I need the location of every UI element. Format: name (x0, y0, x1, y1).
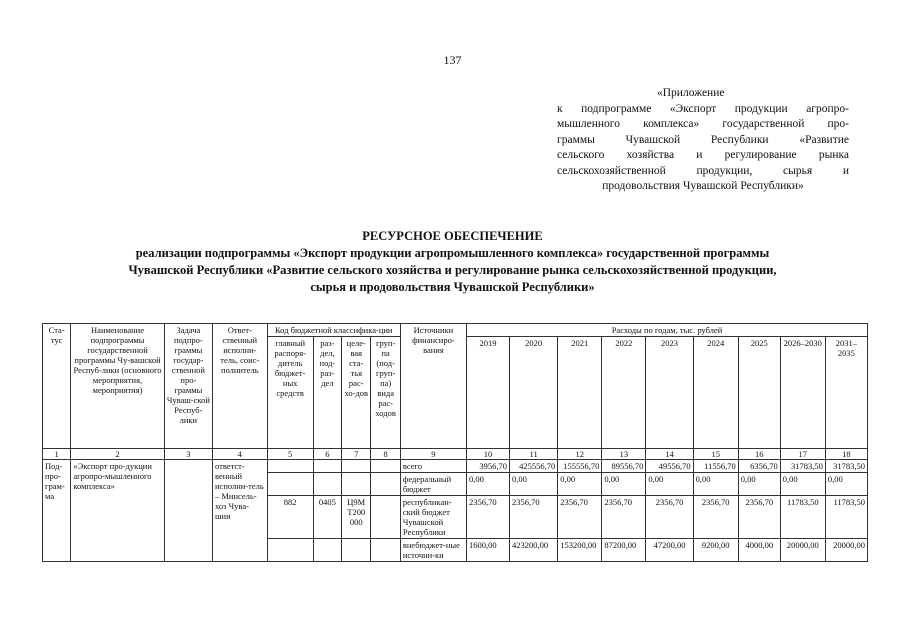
value-cell: 2356,70 (558, 496, 602, 539)
page-number: 137 (443, 53, 462, 67)
header-code-article: целе-вая ста-тья рас-хо-дов (342, 337, 371, 449)
resource-table (42, 323, 868, 562)
column-number: 8 (371, 449, 400, 460)
header-year: 2020 (510, 337, 558, 449)
header-year: 2023 (646, 337, 693, 449)
row-code-group (371, 473, 400, 496)
header-year: 2021 (558, 337, 602, 449)
column-number: 5 (267, 449, 313, 460)
value-cell: 0,00 (602, 473, 646, 496)
header-status: Ста-тус (43, 324, 71, 449)
value-cell: 2356,70 (510, 496, 558, 539)
header-year: 2026–2030 (780, 337, 825, 449)
row-code-main (267, 460, 313, 473)
row-code-main: 882 (267, 496, 313, 539)
value-cell: 0,00 (693, 473, 738, 496)
header-year: 2019 (466, 337, 509, 449)
header-year: 2024 (693, 337, 738, 449)
column-number: 17 (780, 449, 825, 460)
column-number: 2 (71, 449, 164, 460)
appendix-line: к подпрограмме «Экспорт продукции агропро- (557, 102, 849, 115)
value-cell: 47200,00 (646, 539, 693, 562)
row-code-main (267, 473, 313, 496)
value-cell: 0,00 (825, 473, 867, 496)
row-code-section (313, 473, 341, 496)
value-cell: 89556,70 (602, 460, 646, 473)
row-code-main (267, 539, 313, 562)
column-number: 14 (646, 449, 693, 460)
row-code-group (371, 539, 400, 562)
appendix-line: сельскохозяйственной продукции, сырья и (557, 164, 849, 177)
value-cell: 6356,70 (738, 460, 780, 473)
header-code-group: груп-па (под-груп-па) вида рас-ходов (371, 337, 400, 449)
appendix-line: «Приложение (657, 87, 725, 99)
column-number: 9 (400, 449, 466, 460)
appendix-line: сельского хозяйства и регулирование рынка (557, 149, 849, 161)
row-code-group (371, 496, 400, 539)
value-cell: 0,00 (738, 473, 780, 496)
header-code-section: раз-дел, под-раз-дел (313, 337, 341, 449)
column-number: 13 (602, 449, 646, 460)
value-cell: 0,00 (646, 473, 693, 496)
value-cell: 11556,70 (693, 460, 738, 473)
value-cell: 423200,00 (510, 539, 558, 562)
row-code-article (342, 460, 371, 473)
value-cell: 87200,00 (602, 539, 646, 562)
header-year: 2022 (602, 337, 646, 449)
header-year: 2031–2035 (825, 337, 867, 449)
row-executor: ответст-венный исполни-тель – Минсель-хоз Чува-шии (213, 460, 268, 562)
value-cell: 2356,70 (646, 496, 693, 539)
header-name: Наименование подпрограммы государственной программы Чу-вашской Респуб-лики (основного мероприятия, мероприятия) (71, 324, 164, 449)
column-number: 16 (738, 449, 780, 460)
header-executor: Ответ-ственный исполни-тель, соис-полнитель (213, 324, 268, 449)
column-number: 18 (825, 449, 867, 460)
value-cell: 11783,50 (825, 496, 867, 539)
value-cell: 31783,50 (780, 460, 825, 473)
row-code-article (342, 539, 371, 562)
header-code-main: главный распоря-дитель бюджет-ных средств (267, 337, 313, 449)
appendix-line: граммы Чувашской Республики «Развитие (557, 133, 849, 146)
value-cell: 2356,70 (693, 496, 738, 539)
value-cell: 11783,50 (780, 496, 825, 539)
appendix-line: мышленного комплекса» государственной про- (557, 118, 849, 130)
header-expenses: Расходы по годам, тыс. рублей (466, 324, 867, 337)
value-cell: 2356,70 (738, 496, 780, 539)
value-cell: 2356,70 (466, 496, 509, 539)
column-number: 3 (164, 449, 212, 460)
source-name: внебюджет-ные источни-ки (400, 539, 466, 562)
value-cell: 9200,00 (693, 539, 738, 562)
value-cell: 0,00 (558, 473, 602, 496)
value-cell: 31783,50 (825, 460, 867, 473)
row-code-article (342, 473, 371, 496)
column-number: 15 (693, 449, 738, 460)
source-name: республикан-ский бюджет Чувашской Республики (400, 496, 466, 539)
row-task (164, 460, 212, 562)
column-number: 11 (510, 449, 558, 460)
column-number: 6 (313, 449, 341, 460)
row-code-section (313, 460, 341, 473)
column-number: 7 (342, 449, 371, 460)
appendix-line: продовольствия Чувашской Республики» (602, 180, 804, 192)
value-cell: 49556,70 (646, 460, 693, 473)
row-code-section: 0405 (313, 496, 341, 539)
row-code-section (313, 539, 341, 562)
title-line: сырья и продовольствия Чувашской Республики» (310, 280, 595, 294)
source-name: всего (400, 460, 466, 473)
header-budget-code: Код бюджетной классифика-ции (267, 324, 400, 337)
value-cell: 20000,00 (825, 539, 867, 562)
header-year: 2025 (738, 337, 780, 449)
row-name: «Экспорт про-дукции агропро-мышленного комплекса» (71, 460, 164, 562)
value-cell: 3956,70 (466, 460, 509, 473)
column-number-row (43, 449, 868, 460)
value-cell: 425556,70 (510, 460, 558, 473)
source-name: федеральный бюджет (400, 473, 466, 496)
value-cell: 20000,00 (780, 539, 825, 562)
column-number: 10 (466, 449, 509, 460)
document-title (0, 228, 905, 296)
value-cell: 153200,00 (558, 539, 602, 562)
column-number: 1 (43, 449, 71, 460)
value-cell: 0,00 (466, 473, 509, 496)
appendix-note (557, 86, 849, 195)
value-cell: 155556,70 (558, 460, 602, 473)
title-main: РЕСУРСНОЕ ОБЕСПЕЧЕНИЕ (362, 229, 543, 243)
column-number: 4 (213, 449, 268, 460)
row-status: Под-про-грам-ма (43, 460, 71, 562)
table-row (43, 460, 868, 473)
column-number: 12 (558, 449, 602, 460)
row-code-article: Ц9М Т200 000 (342, 496, 371, 539)
row-code-group (371, 460, 400, 473)
value-cell: 4000,00 (738, 539, 780, 562)
value-cell: 2356,70 (602, 496, 646, 539)
value-cell: 0,00 (780, 473, 825, 496)
value-cell: 0,00 (510, 473, 558, 496)
title-line: Чувашской Республики «Развитие сельского хозяйства и регулирование рынка сельскохозяйственной продукции, (128, 263, 777, 277)
value-cell: 1600,00 (466, 539, 509, 562)
header-sources: Источники финансиро-вания (400, 324, 466, 449)
title-line: реализации подпрограммы «Экспорт продукции агропромышленного комплекса» государственной программы (135, 246, 770, 260)
header-task: Задача подпро-граммы государ-ственной про-граммы Чуваш-ской Респуб-лики (164, 324, 212, 449)
